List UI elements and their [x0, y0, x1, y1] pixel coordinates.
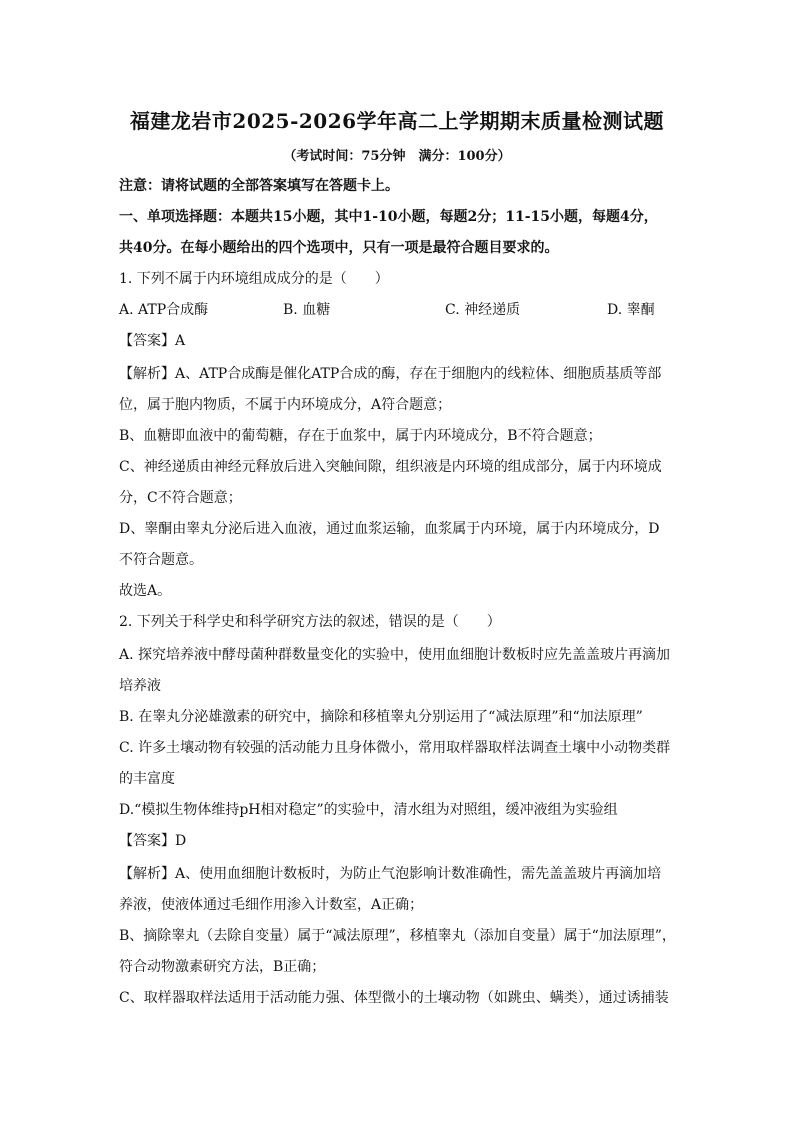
question-1-stem: 1. 下列不属于内环境组成成分的是（ ）: [119, 271, 389, 287]
q2-option-d: D.“模拟生物体维持pH相对稳定”的实验中，清水组为对照组，缓冲液组为实验组: [119, 802, 618, 818]
q1-analysis-line: 【解析】A、ATP合成酶是催化ATP合成的酶，存在于细胞内的线粒体、细胞质基质等部: [119, 366, 662, 382]
q1-analysis-line: B、血糖即血液中的葡萄糖，存在于血浆中，属于内环境成分，B不符合题意；: [119, 428, 602, 444]
q2-option-b: B. 在睾丸分泌雄激素的研究中，摘除和移植睾丸分别运用了“减法原理”和“加法原理”: [119, 709, 643, 725]
q2-analysis-line: 【解析】A、使用血细胞计数板时，为防止气泡影响计数准确性，需先盖盖玻片再滴加培: [119, 866, 662, 882]
q2-option-a: A. 探究培养液中酵母菌种群数量变化的实验中，使用血细胞计数板时应先盖盖玻片再滴加: [119, 647, 671, 663]
q2-option-a-cont: 培养液: [119, 678, 161, 694]
section-heading-line-2: 共40分。在每小题给出的四个选项中，只有一项是最符合题目要求的。: [119, 240, 559, 256]
question-1-answer: 【答案】A: [119, 333, 186, 349]
q2-analysis-line: C、取样器取样法适用于活动能力强、体型微小的土壤动物（如跳虫、螨类），通过诱捕装: [119, 990, 669, 1006]
q1-analysis-line: D、睾酮由睾丸分泌后进入血液，通过血浆运输，血浆属于内环境，属于内环境成分，D: [119, 521, 660, 537]
q1-analysis-line: 位，属于胞内物质，不属于内环境成分，A符合题意；: [119, 397, 452, 413]
question-2-answer: 【答案】D: [119, 833, 187, 849]
q1-option-a: A. ATP合成酶: [119, 302, 209, 318]
q1-option-c: C. 神经递质: [445, 302, 521, 318]
q1-analysis-line: C、神经递质由神经元释放后进入突触间隙，组织液是内环境的组成部分，属于内环境成: [119, 459, 662, 475]
q1-analysis-line: 不符合题意。: [119, 552, 203, 568]
question-2-stem: 2. 下列关于科学史和科学研究方法的叙述，错误的是（ ）: [119, 614, 501, 630]
q1-analysis-conclusion: 故选A。: [119, 583, 172, 599]
q1-option-d: D. 睾酮: [607, 302, 655, 318]
q2-analysis-line: 符合动物激素研究方法，B正确；: [119, 959, 326, 975]
q2-analysis-line: 养液，使液体通过毛细作用渗入计数室，A正确；: [119, 897, 424, 913]
section-heading-line-1: 一、单项选择题：本题共15小题，其中1-10小题，每题2分；11-15小题，每题4分，: [119, 209, 658, 225]
q2-analysis-line: B、摘除睾丸（去除自变量）属于“减法原理”，移植睾丸（添加自变量）属于“加法原理”，: [119, 928, 676, 944]
q2-option-c: C. 许多土壤动物有较强的活动能力且身体微小，常用取样器取样法调查土壤中小动物类群: [119, 740, 671, 756]
exam-info: （考试时间：75分钟 满分：100分）: [283, 149, 511, 164]
notice-text: 注意：请将试题的全部答案填写在答题卡上。: [119, 178, 399, 194]
q1-analysis-line: 分，C不符合题意；: [119, 490, 242, 506]
document-title: 福建龙岩市2025-2026学年高二上学期期末质量检测试题: [129, 109, 665, 133]
q2-option-c-cont: 的丰富度: [119, 771, 175, 787]
q1-option-b: B. 血糖: [283, 302, 331, 318]
